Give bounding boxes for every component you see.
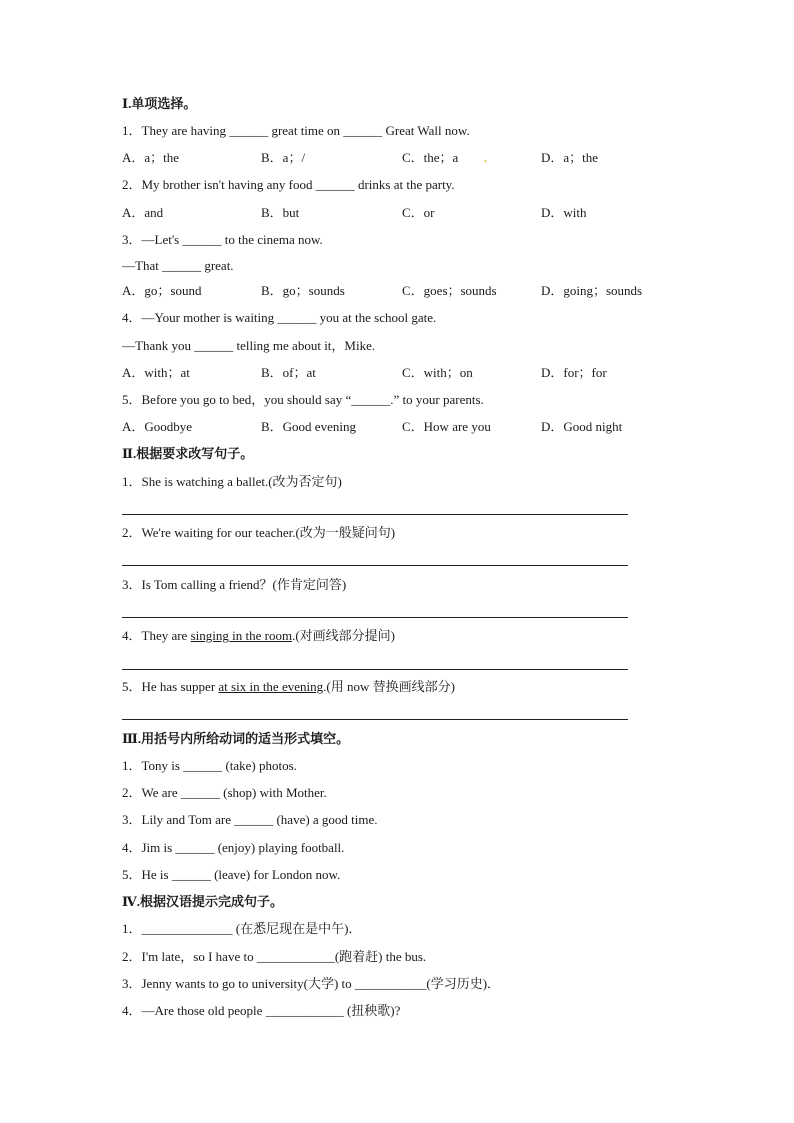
question-2-4 — [122, 628, 395, 644]
question-3-1: 1．Tony is ______ (take) photos. — [122, 758, 297, 773]
section-2-title: Ⅱ.根据要求改写句子。 — [122, 446, 254, 461]
stray-mark: , — [484, 152, 487, 164]
question-text: 5．He has supper — [122, 679, 219, 694]
question-1-3-reply: —That ______ great. — [122, 258, 234, 273]
option-a: A．and — [122, 205, 164, 220]
question-4-4: 4．—Are those old people ____________ (扭秧歌)? — [122, 1003, 401, 1018]
question-1-3: 3．—Let's ______ to the cinema now. — [122, 232, 323, 247]
question-1-5: 5．Before you go to bed，you should say “______.” to your parents. — [122, 392, 484, 407]
question-2-3: 3．Is Tom calling a friend？(作肯定问答) — [122, 577, 347, 592]
option-d: D．Good night — [541, 419, 623, 434]
option-c: C．the；a — [402, 150, 459, 165]
option-c: C．or — [402, 205, 435, 220]
option-c: C．How are you — [402, 419, 491, 434]
instruction: .(用 now 替换画线部分) — [323, 679, 455, 694]
option-b: B．a；/ — [261, 150, 306, 165]
question-4-2: 2．I'm late，so I have to ____________(跑着赶) the bus. — [122, 949, 427, 964]
option-b: B．but — [261, 205, 300, 220]
question-1-4-reply: —Thank you ______ telling me about it，Mike. — [122, 338, 376, 353]
question-3-4: 4．Jim is ______ (enjoy) playing football. — [122, 840, 345, 855]
underlined-phrase: at six in the evening — [218, 679, 324, 694]
option-c: C．with；on — [402, 365, 473, 380]
option-b: B．of；at — [261, 365, 316, 380]
instruction: .(对画线部分提问) — [292, 628, 395, 643]
question-1-4: 4．—Your mother is waiting ______ you at the school gate. — [122, 310, 437, 325]
option-c: C．goes；sounds — [402, 283, 497, 298]
answer-line — [122, 669, 628, 670]
option-b: B．Good evening — [261, 419, 356, 434]
option-b: B．go；sounds — [261, 283, 345, 298]
answer-line — [122, 617, 628, 618]
question-1-1: 1．They are having ______ great time on ______ Great Wall now. — [122, 123, 470, 138]
question-text: 4．They are — [122, 628, 191, 643]
section-4-title: Ⅳ.根据汉语提示完成句子。 — [122, 894, 284, 909]
answer-line — [122, 514, 628, 515]
question-3-5: 5．He is ______ (leave) for London now. — [122, 867, 341, 882]
option-d: D．with — [541, 205, 587, 220]
option-a: A．go；sound — [122, 283, 202, 298]
underlined-phrase: singing in the room — [190, 628, 293, 643]
option-d: D．a；the — [541, 150, 599, 165]
option-d: D．going；sounds — [541, 283, 643, 298]
question-2-5 — [122, 679, 455, 695]
question-4-3: 3．Jenny wants to go to university(大学) to ___________(学习历史)． — [122, 976, 501, 991]
question-4-1: 1．______________ (在悉尼现在是中午)． — [122, 921, 362, 936]
question-3-2: 2．We are ______ (shop) with Mother. — [122, 785, 327, 800]
option-a: A．with；at — [122, 365, 190, 380]
question-1-2: 2．My brother isn't having any food ______ drinks at the party. — [122, 177, 455, 192]
option-a: A．Goodbye — [122, 419, 193, 434]
question-3-3: 3．Lily and Tom are ______ (have) a good time. — [122, 812, 378, 827]
question-2-2: 2．We're waiting for our teacher.(改为一般疑问句) — [122, 525, 396, 540]
option-d: D．for；for — [541, 365, 607, 380]
answer-line — [122, 565, 628, 566]
section-3-title: Ⅲ.用括号内所给动词的适当形式填空。 — [122, 731, 350, 746]
section-1-title: Ⅰ.单项选择。 — [122, 96, 197, 111]
option-a: A．a；the — [122, 150, 180, 165]
answer-line — [122, 719, 628, 720]
question-2-1: 1．She is watching a ballet.(改为否定句) — [122, 474, 342, 489]
